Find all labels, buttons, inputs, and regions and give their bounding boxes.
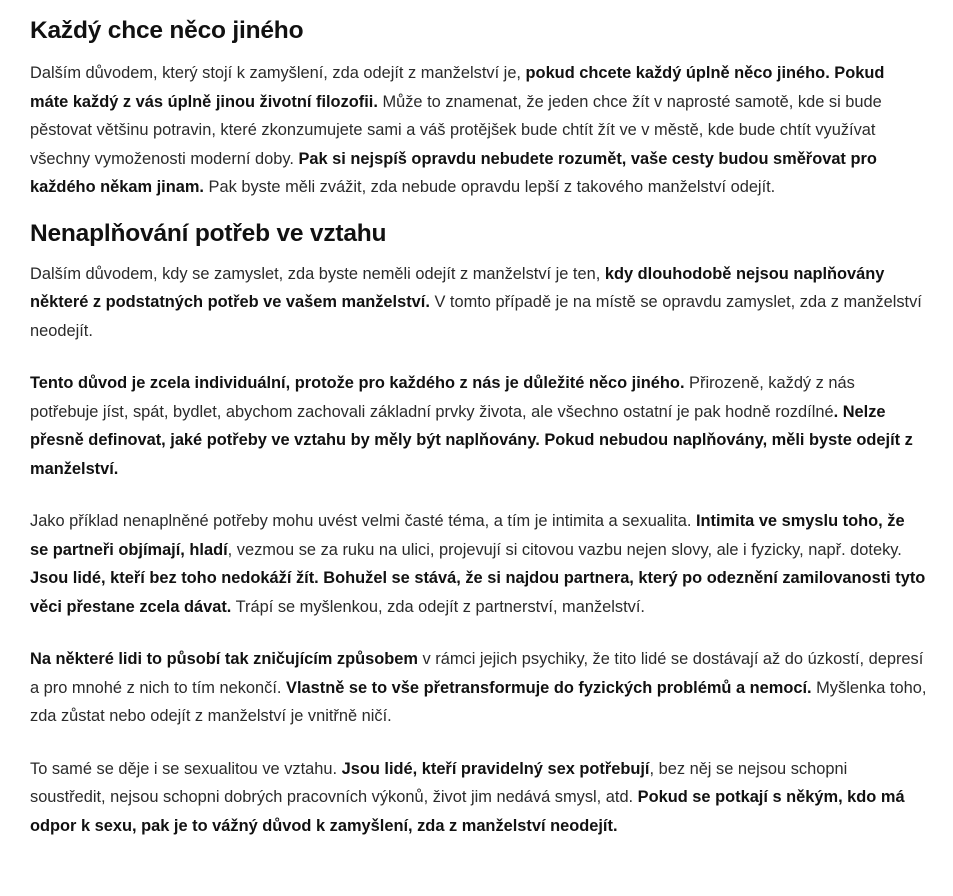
text-run: To samé se děje i se sexualitou ve vztahu. — [30, 759, 342, 778]
text-run: Dalším důvodem, kdy se zamyslet, zda byste neměli odejít z manželství je ten, — [30, 264, 605, 283]
bold-text: Intimita ve smyslu toho, že se partneři objímají, hladí — [30, 512, 905, 559]
bold-text: Na některé lidi to působí tak zničujícím způsobem — [30, 650, 418, 668]
text-run: Jako příklad nenaplněné potřeby mohu uvést velmi časté téma, a tím je intimita a sexualita. — [30, 512, 696, 530]
bold-text: pokud chcete každý úplně něco jiného. Pokud máte každý z vás úplně jinou životní filozofii. — [30, 64, 885, 111]
paragraph — [30, 369, 927, 483]
bold-text: kdy dlouhodobě nejsou naplňovány některé z podstatných potřeb ve vašem manželství. — [30, 264, 885, 311]
bold-text: Pak si nejspíš opravdu nebudete rozumět, vaše cesty budou směřovat pro každého někam jinam. — [30, 149, 877, 196]
text-run: Může to znamenat, že jeden chce žít v naprosté samotě, kde si bude pěstovat většinu potravin, které zkonzumujete sami a váš protějšek bude chtít žít ve v městě, kde bude chtít využívat všechny vymoženosti moderní doby. — [30, 92, 882, 168]
paragraph — [30, 507, 927, 621]
text-run: V tomto případě je na místě se opravdu zamyslet, zda z manželství neodejít. — [30, 293, 922, 340]
bold-text: Tento důvod je zcela individuální, protože pro každého z nás je důležité něco jiného. — [30, 374, 685, 392]
text-run: Dalším důvodem, který stojí k zamyšlení, zda odejít z manželství je, — [30, 64, 526, 82]
bold-text: Pokud se potkají s někým, kdo má odpor k sexu, pak je to vážný důvod k zamyšlení, zda z manželství neodejít. — [30, 788, 905, 835]
text-run: , vezmou se za ruku na ulici, projevují si citovou vazbu nejen slovy, ale i fyzicky, např. doteky. — [227, 540, 902, 559]
text-run: Pak byste měli zvážit, zda nebude opravdu lepší z takového manželství odejít. — [203, 178, 776, 196]
section-heading: Nenaplňování potřeb ve vztahu — [30, 219, 387, 247]
text-run: v rámci jejich psychiky, že tito lidé se dostávají až do úzkostí, depresí a pro mnohé z nich to tím nekončí. — [30, 650, 924, 697]
bold-text: Vlastně se to vše přetransformuje do fyzických problémů a nemocí. — [286, 678, 812, 697]
paragraph — [30, 260, 927, 346]
paragraph — [30, 755, 927, 841]
bold-text: . Nelze přesně definovat, jaké potřeby ve vztahu by měly být naplňovány. Pokud nebudou naplňovány, měli byste odejít z manželství. — [30, 402, 913, 478]
section-heading: Každý chce něco jiného — [30, 17, 304, 44]
bold-text: Jsou lidé, kteří pravidelný sex potřebují — [341, 759, 650, 778]
text-run: Trápí se myšlenkou, zda odejít z partnerství, manželství. — [231, 597, 645, 616]
bold-text: Jsou lidé, kteří bez toho nedokáží žít. Bohužel se stává, že si najdou partnera, který po odeznění zamilovanosti tyto věci přestane zcela dávat. — [30, 569, 926, 616]
paragraph — [30, 59, 927, 202]
text-run: Myšlenka toho, zda zůstat nebo odejít z manželství je vnitřně ničí. — [30, 678, 927, 725]
text-run: Přirozeně, každý z nás potřebuje jíst, spát, bydlet, abychom zachovali základní prvky života, ale všechno ostatní je pak hodně rozdílné — [30, 374, 855, 421]
text-run: , bez něj se nejsou schopni soustředit, nejsou schopni dobrých pracovních výkonů, život jim nedává smysl, atd. — [30, 759, 848, 806]
paragraph — [30, 645, 927, 731]
